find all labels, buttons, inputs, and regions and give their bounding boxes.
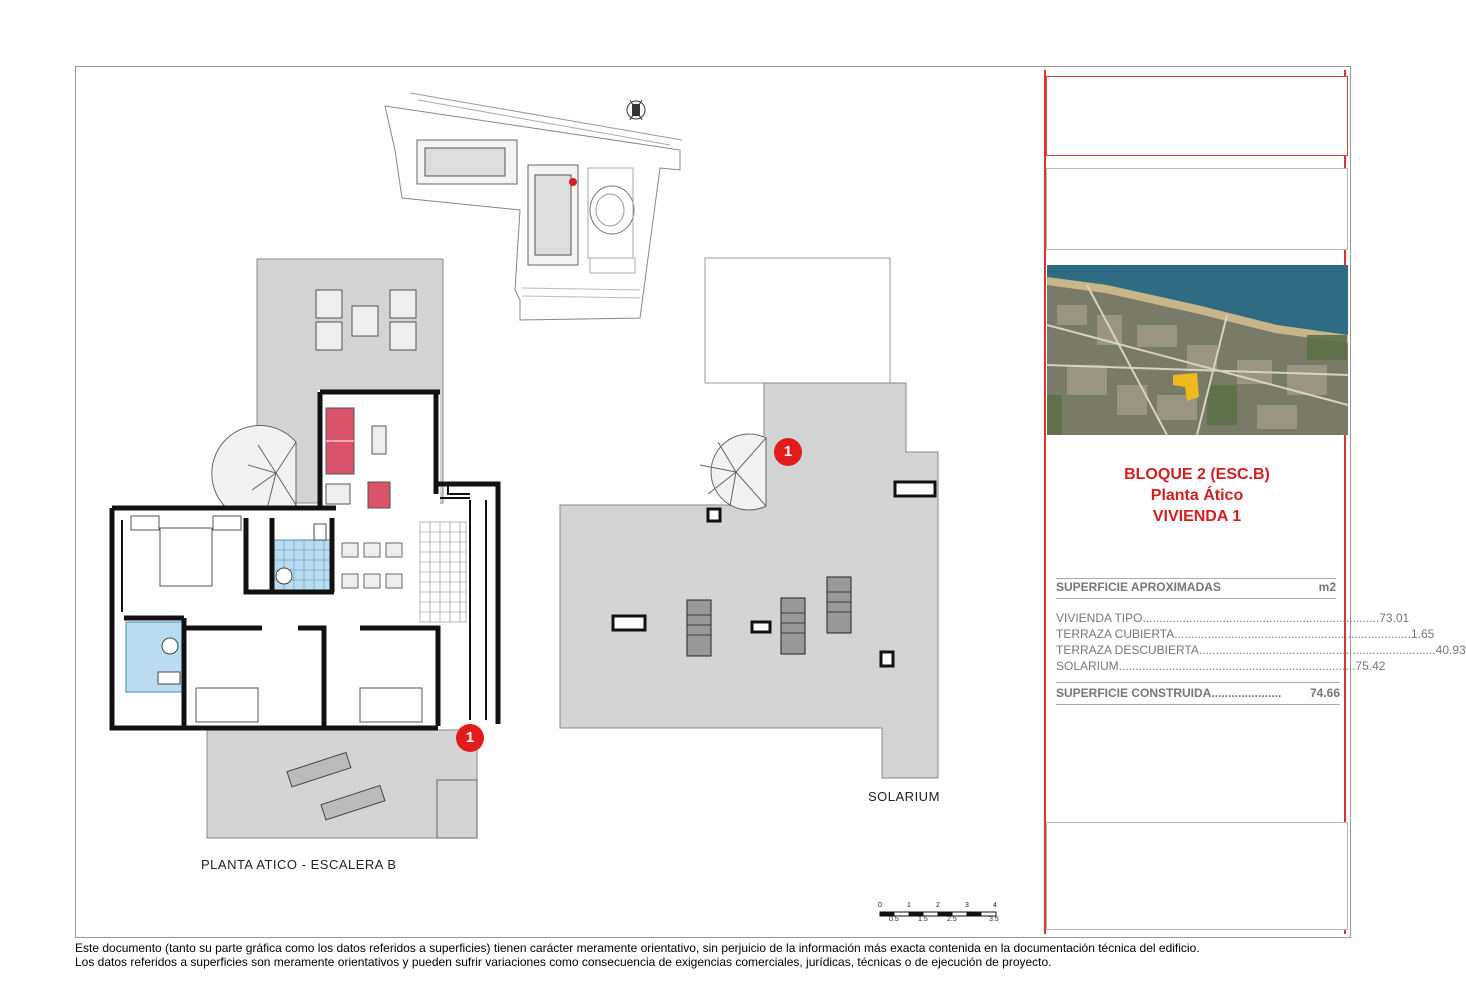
scale-tick-label: 0	[878, 902, 882, 909]
scale-tick-label: 2	[936, 902, 940, 909]
logo-box	[1046, 76, 1348, 156]
surface-total-label: SUPERFICIE CONSTRUIDA.....................	[1056, 686, 1282, 700]
surface-row	[1056, 658, 1386, 674]
title-block-name: BLOQUE 2 (ESC.B)	[1124, 466, 1270, 483]
scale-tick-label: 1.5	[918, 916, 928, 923]
disclaimer-line: Este documento (tanto su parte gráfica como los datos referidos a superficies) tienen carácter meramente orientativo, sin perjuicio de la información más exacta contenida en la documentación técnica del edificio.	[75, 941, 1200, 955]
scale-tick-label: 2.5	[947, 916, 957, 923]
surface-unit: m2	[1318, 580, 1336, 594]
surface-table	[1056, 610, 1466, 674]
surface-row-label: TERRAZA DESCUBIERTA.......................................................................	[1056, 643, 1436, 657]
surface-header	[1056, 578, 1336, 599]
info-box	[1046, 168, 1348, 250]
disclaimer	[75, 941, 1365, 969]
title-unit-name: VIVIENDA 1	[1152, 508, 1242, 525]
surface-row-label: VIVIENDA TIPO.......................................................................	[1056, 611, 1380, 625]
aerial-map	[1047, 265, 1348, 435]
scale-tick-label: 3	[965, 902, 969, 909]
surface-total-value: 74.66	[1309, 686, 1340, 700]
scale-tick-label: 3.5	[989, 916, 999, 923]
unit-marker-badge: 1	[456, 724, 484, 752]
stair-marker-badge: 1	[774, 438, 802, 466]
scale-tick-label: 1	[907, 902, 911, 909]
unit-title	[1046, 464, 1348, 527]
surface-row	[1056, 642, 1466, 658]
plan-label-main: PLANTA ATICO - ESCALERA B	[201, 857, 397, 872]
footer-box	[1046, 822, 1348, 930]
apartment-plan	[112, 259, 498, 838]
surface-row-label: TERRAZA CUBIERTA.......................................................................	[1056, 627, 1411, 641]
surface-total	[1056, 682, 1340, 705]
surface-header-label: SUPERFICIE APROXIMADAS	[1056, 580, 1221, 594]
surface-row-value: 73.01	[1379, 611, 1410, 625]
surface-row	[1056, 626, 1435, 642]
plan-label-solarium: SOLARIUM	[868, 789, 940, 804]
surface-row-value: 40.93	[1435, 643, 1466, 657]
scale-tick-label: 4	[993, 902, 997, 909]
title-floor-name: Planta Ático	[1150, 487, 1244, 504]
surface-row-label: SOLARIUM.......................................................................	[1056, 659, 1356, 673]
surface-row-value: 75.42	[1355, 659, 1386, 673]
surface-row	[1056, 610, 1410, 626]
scale-tick-label: 0.5	[889, 916, 899, 923]
info-panel	[1040, 66, 1466, 938]
disclaimer-line: Los datos referidos a superficies son meramente orientativos y pueden sufrir variaciones como consecuencia de exigencias comerciales, jurídicas, técnicas o de ejecución de proyecto.	[75, 955, 1052, 969]
surface-row-value: 1.65	[1410, 627, 1435, 641]
solarium-plan	[560, 258, 938, 778]
